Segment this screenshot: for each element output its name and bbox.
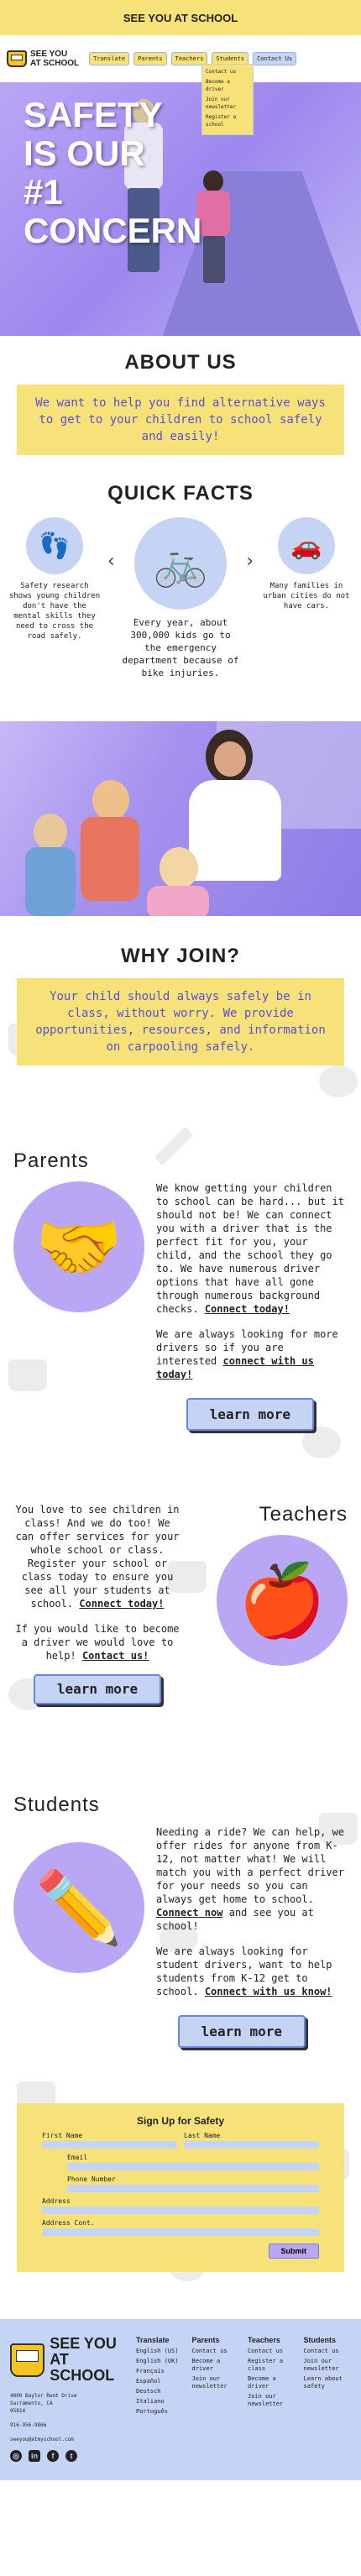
facts-carousel <box>8 517 353 679</box>
signup-title: Sign Up for Safety <box>136 2115 224 2127</box>
social-links <box>10 2450 128 2462</box>
top-banner-title: SEE YOU AT SCHOOL <box>123 11 238 24</box>
child-figure <box>92 780 129 820</box>
footer-link[interactable]: Become a driver <box>191 2358 221 2372</box>
holding-hands-icon: 🤝 <box>13 1181 144 1312</box>
parents-driver-link[interactable]: connect with us today! <box>156 1355 314 1380</box>
students-section <box>0 1726 361 2070</box>
why-join-title: WHY JOIN? <box>121 945 240 967</box>
footer-link[interactable]: Register a class <box>248 2358 284 2372</box>
hero-headline: SAFETY IS OUR #1 CONCERN <box>24 95 202 250</box>
nav-translate[interactable]: Translate <box>89 52 129 65</box>
nav-students[interactable]: Students <box>212 52 249 65</box>
fact-left: 👣 Safety research shows young children don't have the mental skills they need to cross the road safely. <box>8 517 101 641</box>
phone-field[interactable] <box>67 2185 319 2192</box>
patterned-background <box>0 721 361 2319</box>
footer-col-students: Students Contact us Join our newsletter Learn about safety <box>304 2336 352 2462</box>
footer-link[interactable]: Contact us <box>248 2348 284 2354</box>
footer-link[interactable]: Italiano <box>136 2398 165 2405</box>
students-text: Needing a ride? We can help, we offer rides for anyone from K-12, not matter what! We will match you with a perfect driver for your needs so you can always get home to school. Connect now and see you at school! We are always looking for student drivers, want to help students from K-12 get to school. Connect with us know! <box>156 1826 344 1997</box>
logo-text: SEE YOU AT SCHOOL <box>30 50 80 68</box>
teachers-connect-link[interactable]: Connect today! <box>79 1598 165 1610</box>
quick-facts-section <box>0 463 361 696</box>
twitter-icon[interactable]: t <box>65 2450 77 2462</box>
classroom-photo <box>0 721 361 916</box>
why-join-section <box>0 916 361 1091</box>
hero-banner <box>0 82 361 336</box>
students-connect-link[interactable]: Connect now <box>156 1907 223 1919</box>
school-bus-icon <box>7 50 27 67</box>
students-title: Students <box>13 1793 100 1816</box>
email-field[interactable] <box>67 2163 319 2170</box>
child-figure <box>160 847 198 889</box>
footer-col-parents: Parents Contact us Become a driver Join our newsletter <box>192 2336 240 2462</box>
signup-section <box>0 2070 361 2285</box>
students-driver-link[interactable]: Connect with us know! <box>204 1986 332 1997</box>
dropdown-item-newsletter[interactable]: Join our newsletter <box>206 97 237 110</box>
footer-link[interactable]: Français <box>136 2368 165 2374</box>
apple-icon: 🍎 <box>217 1535 348 1666</box>
submit-button[interactable]: Submit <box>269 2244 320 2259</box>
nav-contact-us[interactable]: Contact Us <box>253 52 296 65</box>
last-name-field[interactable] <box>184 2141 319 2149</box>
quick-facts-title: QUICK FACTS <box>107 482 254 505</box>
top-banner <box>0 0 361 35</box>
school-bus-icon <box>10 2343 44 2377</box>
nav-dropdown-menu <box>201 64 254 135</box>
site-header <box>0 35 361 128</box>
about-section <box>0 336 361 463</box>
address-field[interactable] <box>42 2207 319 2214</box>
site-logo[interactable] <box>7 50 79 68</box>
pencil-icon: ✏️ <box>13 1842 144 1973</box>
fact-right: 🚗 Many families in urban cities do not have cars. <box>260 517 353 611</box>
parents-title: Parents <box>13 1149 89 1172</box>
dropdown-item-become-driver[interactable]: Become a driver <box>206 79 230 92</box>
footprints-icon: 👣 <box>26 517 83 574</box>
chevron-right-icon[interactable]: › <box>243 551 256 572</box>
main-nav <box>89 52 296 65</box>
footer-logo[interactable]: SEE YOU AT SCHOOL <box>10 2336 128 2384</box>
about-title: ABOUT US <box>124 351 237 374</box>
footer-link[interactable]: English (US) <box>136 2348 179 2354</box>
teachers-text: You love to see children in class! And we do too! We can offer services for your whole school or class. Register your school or class today to ensure you see all your students at school. Connect today! If you would like to become a driver we would love to help! Contact us! learn more <box>13 1503 181 1704</box>
footer-col-translate: Translate English (US) English (UK) Français Español Deutsch Italiano Português <box>136 2336 184 2462</box>
nav-parents[interactable]: Parents <box>133 52 167 65</box>
footer-link[interactable]: Join our newsletter <box>191 2375 228 2390</box>
footer-link[interactable]: Contact us <box>191 2348 228 2354</box>
students-learn-more-button[interactable]: learn more <box>178 2015 306 2048</box>
footer-address: 4800 Baylor Rent Drive Sacramento, CA 95814 <box>10 2393 77 2414</box>
signup-form: Sign Up for Safety First Name Last Name Email Phone Number Address Address Cont. Submit <box>17 2103 344 2272</box>
footer-link[interactable]: Join our newsletter <box>248 2393 284 2407</box>
linkedin-icon[interactable]: in <box>29 2450 40 2462</box>
fact-center: 🚲 Every year, about 300,000 kids go to the emergency department because of bike injuries. <box>122 517 239 679</box>
address-cont-field[interactable] <box>42 2228 319 2236</box>
footer-link[interactable]: Join our newsletter <box>303 2358 339 2372</box>
footer-phone: 916-956-9866 <box>10 2422 47 2428</box>
nav-teachers[interactable]: Teachers <box>171 52 208 65</box>
footer-link[interactable]: Contact us <box>303 2348 339 2354</box>
teachers-section <box>0 1453 361 1726</box>
parents-text: We know getting your children to school can be hard... but it should not be! We can connect you with a driver that is the perfect fit for you, your child, and the school they go to. We have numerous driver options that have all gone through numerous background checks. Connect today! We are always looking for more drivers so if you are interested connect with us today! <box>156 1182 344 1380</box>
instagram-icon[interactable]: ◎ <box>10 2450 22 2462</box>
first-name-field[interactable] <box>42 2141 177 2149</box>
teacher-figure <box>180 730 298 898</box>
teachers-contact-link[interactable]: Contact us! <box>81 1650 149 1662</box>
footer-col-teachers: Teachers Contact us Register a class Become a driver Join our newsletter <box>248 2336 296 2462</box>
site-footer <box>0 2319 361 2480</box>
dropdown-item-register-school[interactable]: Register a school <box>206 114 237 128</box>
parents-learn-more-button[interactable]: learn more <box>186 1398 314 1431</box>
chevron-left-icon[interactable]: ‹ <box>105 551 118 572</box>
parents-connect-link[interactable]: Connect today! <box>204 1303 290 1315</box>
footer-link[interactable]: Deutsch <box>136 2388 161 2395</box>
car-icon: 🚗 <box>278 517 335 574</box>
facebook-icon[interactable]: f <box>47 2450 59 2462</box>
footer-link[interactable]: Become a driver <box>248 2375 276 2390</box>
footer-link[interactable]: Português <box>136 2408 168 2415</box>
bicycle-icon: 🚲 <box>134 517 227 610</box>
footer-link[interactable]: Español <box>136 2378 161 2385</box>
footer-link[interactable]: Learn about safety <box>303 2375 343 2390</box>
dropdown-item-contact-us[interactable]: Contact us <box>206 69 237 75</box>
about-text: We want to help you find alternative ways to get to your children to school safely and easily! <box>17 385 344 455</box>
why-join-text: Your child should always safely be in class, without worry. We provide opportunities, resources, and information on carpooling safely. <box>17 978 344 1065</box>
footer-link[interactable]: English (UK) <box>136 2358 179 2364</box>
teachers-learn-more-button[interactable]: learn more <box>34 1674 161 1704</box>
parents-section <box>0 1091 361 1453</box>
child-figure <box>34 814 67 851</box>
teachers-title: Teachers <box>259 1503 348 1526</box>
footer-email[interactable]: seeyou@atmyschool.com <box>10 2437 74 2442</box>
